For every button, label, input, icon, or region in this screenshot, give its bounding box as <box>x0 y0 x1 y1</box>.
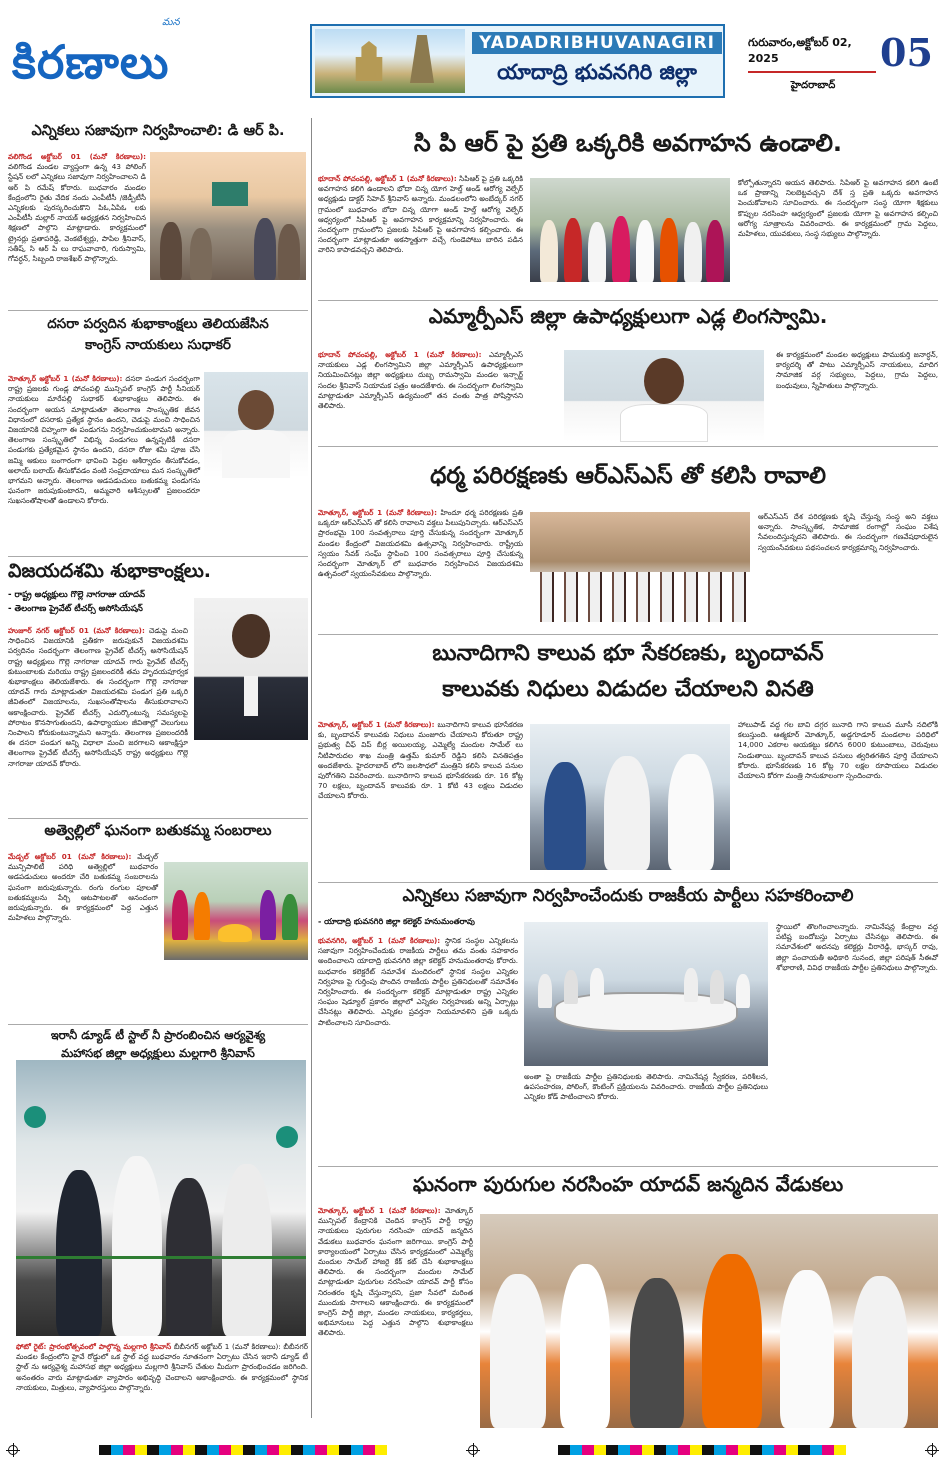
color-swatch <box>666 1445 678 1455</box>
color-swatch <box>327 1445 339 1455</box>
color-swatch <box>606 1445 618 1455</box>
section-rule <box>8 310 308 311</box>
color-swatch <box>315 1445 327 1455</box>
color-swatch <box>714 1445 726 1455</box>
headline: విజయదశమి శుభాకాంక్షలు. <box>8 560 212 582</box>
headline-line-1: ఇరానీ డ్యూడ్ టీ స్టాల్ నీ ప్రారంబించిన ఆర్యవైశ్య <box>50 1028 266 1042</box>
article-body-left <box>318 720 523 876</box>
color-swatch <box>339 1445 351 1455</box>
color-swatch <box>111 1445 123 1455</box>
article-birthday-celebrations <box>318 1172 938 1432</box>
registration-mark-icon <box>8 1445 18 1455</box>
newspaper-logo <box>12 17 274 102</box>
article-rss-dharma <box>318 462 938 632</box>
color-swatch <box>219 1445 231 1455</box>
cpr-group-photo <box>530 178 730 282</box>
color-swatch <box>642 1445 654 1455</box>
headline: ధర్మ పరిరక్షణకు ఆర్ఎస్ఎస్ తో కలిసి రావాలి <box>430 463 826 489</box>
body-text: బునాదిగాని కాలువ భూసేకరణ కు, బృందావన్ కాలువకు నిధులు మంజూరు చేయాలని కోరుతూ రాష్ట్ర ప్రభుత్వ చీఫ్ విప్ బీర్ల అయిలయ్య, ఎమ్మెల్యే మందుల సామేల్ లు నీటిపారుదల శాఖ మంత్రి ఉత్తమ్ కుమార్ రెడ్డిని కలిసి వినతిపత్రం అందజేశారు. హైదరాబాద్ లోని జలసౌధలో మంత్రిని కలిసి కాలువ పనుల పురోగతిని వివరించారు. బునాదిగాని కాలువ భూసేకరణకు రూ. 16 కోట్ల 70 లక్షలు, బృందావన్ కాలువకు రూ. 1 కోటి 43 లక్షలు విడుదల చేయాలని కోరారు. <box>318 720 524 801</box>
color-swatches-right <box>558 1445 846 1455</box>
subheading-2: - తెలంగాణ ప్రైవేట్ టీచర్స్ అసోసియేషన్ <box>8 603 143 614</box>
article-body-right: హాలుపాడ్ వద్ద గల బావి దగ్గర బునాది గాని కాలువ మూసీ నదిలోకి కలుస్తుంది. ఆత్మకూర్ మోత్కూర్, అడ్డగూడూర్ మండలాల పరిధిలో 14,000 ఎకరాల ఆయకట్టు కలిగిన 6000 కుటుంబాలు, చెరువులు నిండుతాయి. బృందావన్ కాలువ పనులు త్వరితగతిన పూర్తి చేయాలని కోరారు. భూసేకరణకు 16 కోట్ల 70 లక్షల రూపాయలు విడుదల చేయాలని కోరగా మంత్రి సానుకూలంగా స్పందించారు. <box>738 720 938 781</box>
color-swatch <box>786 1445 798 1455</box>
article-cpr-awareness <box>318 128 938 304</box>
section-rule <box>318 1166 938 1167</box>
headline-line-2: మహాసభ జిల్లా అధ్యక్షులు మల్లగారి శ్రీనివాస్ <box>61 1046 255 1061</box>
color-swatch <box>690 1445 702 1455</box>
temple-photo <box>315 29 465 93</box>
article-body-right: కోల్పోతున్నారని ఆయన తెలిపారు. సిపిఆర్ పై అవగాహన కలిగి ఉంటే ఒక ప్రాణాన్ని నిలబెట్టవచ్చని దేశ్ స్త ప్రతి ఒక్కరు అవగాహన పెంచుకోవాలని సూచించారు. ఈ సందర్భంగా సంస్థ యోగా శిక్షకులు కొప్పుల నరసింహ ఆధ్వర్యంలో ప్రజలకు యోగా పై అవగాహన కల్పించి ఆరోగ్య సూత్రాలను వివరించారు. ఈ కార్యక్రమంలో గ్రామ పెద్దలు, మహిళలు, యువకులు, సంస్థ సభ్యులు పాల్గొన్నారు. <box>738 178 938 239</box>
article-tea-stall-opening <box>8 1028 308 1428</box>
color-swatch <box>351 1445 363 1455</box>
rss-gathering-photo <box>530 512 750 622</box>
issue-date: గురువారం,అక్టోబర్ 02, 2025 <box>748 36 852 65</box>
photo-caption: ఫోటో రైట్: ప్రారంభోత్సవంలో పాల్గొన్న మల్లగారి శ్రీనివాస్ <box>16 1342 172 1351</box>
section-rule <box>8 818 308 819</box>
section-rule <box>318 634 938 635</box>
dateline: భూదాన్ పోచంపల్లి, అక్టోబర్ 1 (మనో కిరణాలు): <box>318 350 482 359</box>
date-divider <box>748 71 876 73</box>
color-swatch <box>810 1445 822 1455</box>
body-text: సిపిఆర్ పై ప్రతి ఒక్కరికి అవగాహన కలిగి ఉండాలని భోదా చిన్న యోగ హెల్త్ అండ్ ఆరోగ్య వెల్ఫేర్ అధ్యక్షుడు డాక్టర్ సిహెచ్ శ్రీనివాస్ అన్నారు. మండలంలోని అంబేద్కర్ నగర్ గ్రామంలో బుధవారం బోదా చిన్న యోగా అండ్ హెల్త్ ఆరోగ్య వెల్ఫేర్ ఆధ్వర్యంలో సిపిఆర్ పై అవగాహన కార్యక్రమాన్ని నిర్వహించారు. ఈ సందర్భంగా గ్రామంలోని ప్రజలకు సిపిఆర్ పై అవగాహన కల్పించారు. ఈ సందర్భంగా మాట్లాడుతూ అకస్మాత్తుగా వచ్చే గుండెపోటు బారిన పడిన వారిని కాపాడవచ్చని తెలిపారు. <box>318 174 523 255</box>
training-photo <box>150 152 306 280</box>
color-swatch <box>762 1445 774 1455</box>
dateline: మోత్కూర్ అక్టోబర్ 1 (మనో కిరణాలు): <box>8 374 123 383</box>
color-swatch <box>630 1445 642 1455</box>
color-swatch <box>159 1445 171 1455</box>
article-dasara-greetings <box>8 316 308 556</box>
article-body-right: ఆర్ఎస్ఎస్ దేశ పరిరక్షణకు కృషి చేస్తున్న సంస్థ అని వక్తలు అన్నారు. సాంస్కృతిక, సామాజిక రంగాల్లో సంఘం విశేష సేవలందిస్తున్నదని తెలిపారు. ఈ సందర్భంగా గణవేషధారులైన స్వయంసేవకులు పథసంచలన కార్యక్రమాన్ని నిర్వహించారు. <box>758 512 938 552</box>
body-text: స్థానిక సంస్థల ఎన్నికలను సజావుగా నిర్వహించేందుకు రాజకీయ పార్టీలు తమ వంతు సహకారం అందించాలని యాదాద్రి భువనగిరి జిల్లా కలెక్టర్ హనుమంతరావు కోరారు. బుధవారం కలెక్టరేట్ సమావేశ మందిరంలో స్థానిక సంస్థల ఎన్నికల నిర్వహణ పై గుర్తింపు పొందిన రాజకీయ పార్టీల ప్రతినిధులతో సమావేశం నిర్వహించారు. ఈ సందర్భంగా కలెక్టర్ మాట్లాడుతూ రాష్ట్ర ఎన్నికల సంఘం షెడ్యూల్ ప్రకారం జిల్లాలో ఎన్నికల నిర్వహణకు అన్ని ఏర్పాట్లు చేసినట్లు తెలిపారు. ఎన్నికల ప్రవర్తనా నియమావళిని ప్రతి ఒక్కరు పాటించాలని సూచించారు. <box>318 936 518 1027</box>
color-swatch <box>147 1445 159 1455</box>
section-rule <box>318 882 938 883</box>
article-body <box>8 852 158 964</box>
color-swatch <box>558 1445 570 1455</box>
dateline: మోత్కూర్, అక్టోబర్ 1 (మనో కిరణాలు): <box>318 1206 441 1215</box>
section-rule <box>318 300 938 301</box>
article-election-cooperation <box>318 886 938 1160</box>
dateline-box <box>748 36 878 98</box>
color-swatch <box>195 1445 207 1455</box>
color-swatch <box>303 1445 315 1455</box>
body-text: హిందూ ధర్మ పరిరక్షణకు ప్రతి ఒక్కరూ ఆర్ఎస్ఎస్ తో కలిసి రావాలని వక్తలు పిలుపునిచ్చారు. ఆర్ఎస్ఎస్ ప్రారంభమై 100 సంవత్సరాలు పూర్తి చేసుకున్న సందర్భంగా మోత్కూర్ మండల కేంద్రంలో విజయదశమి ఉత్సవాన్ని నిర్వహించారు. రాష్ట్రీయ స్వయం సేవక్ సంఘ్ స్థాపించి 100 సంవత్సరాలు పూర్తి చేసుకున్న సందర్భంగా మోత్కూర్ లో బుధవారం నిర్వహించిన విజయదశమి ఉత్సవంలో స్వయంసేవకులు పాల్గొన్నారు. <box>318 508 523 579</box>
body-text: బీబీనగర్ అక్టోబర్ 1 (మనో కిరణాలు): బీబీనగర్ మండల కేంద్రంలోని హైవే రోడ్డులో ఒక స్టాల్ వద్ద బుధవారం నూతనంగా ఏర్పాటు చేసిన ఇరానీ డ్యూడ్ టీ స్టాల్ ను ఆర్యవైశ్య మహాసభ జిల్లా అధ్యక్షులు మల్లగారి శ్రీనివాస్ చేతుల మీదుగా ప్రారంభించడం జరిగింది. అనంతరం వారు మాట్లాడుతూ వ్యాపారం అభివృద్ధి చెందాలని ఆకాంక్షించారు. ఈ కార్యక్రమంలో స్థానిక నాయకులు, మిత్రులు, వ్యాపారస్తులు పాల్గొన్నారు. <box>16 1342 308 1392</box>
headline-line-1: దసరా పర్వదిన శుభాకాంక్షలు తెలియజేసిన <box>47 316 269 332</box>
section-rule <box>318 446 938 447</box>
article-bathukamma <box>8 822 308 1018</box>
article-body <box>8 152 146 300</box>
article-body-right: ఈ కార్యక్రమంలో మండల అధ్యక్షులు పాముకుర్తి జనార్ధన్, కార్యదర్శి తో పాటు ఎమ్మార్పీఎస్ నాయకులు, మాదిగ సామాజిక వర్గ సభ్యులు, పెద్దలు, గ్రామ పెద్దలు, బంధువులు, స్నేహితులు పాల్గొన్నారు. <box>776 350 938 390</box>
dateline: హుజూర్ నగర్ అక్టోబర్ 01 (మనో కిరణాలు): <box>8 626 145 635</box>
logo-text: కిరణాలు <box>12 35 170 89</box>
color-swatch <box>570 1445 582 1455</box>
article-body-middle: అంతా పై రాజకీయ పార్టీల ప్రతినిధులకు తెలిపారు. నామినేషన్ల స్వీకరణ, పరిశీలన, ఉపసంహరణ, పోలింగ్, కౌంటింగ్ ప్రక్రియలను వివరించారు. రాజకీయ పార్టీల ప్రతినిధులు ఎన్నికల కోడ్ పాటించాలని కోరారు. <box>524 1072 768 1102</box>
article-body-left <box>318 174 523 304</box>
district-banner <box>310 24 725 98</box>
dateline: మేడ్చల్ అక్టోబర్ 01 (మనో కిరణాలు): <box>8 852 132 861</box>
headline: ఎన్నికలు సజావుగా నిర్వహించాలి: డి ఆర్ పి. <box>31 123 285 139</box>
color-swatch <box>582 1445 594 1455</box>
temple-icon <box>350 41 388 81</box>
registration-mark-icon <box>468 1445 478 1455</box>
tower-icon <box>410 35 434 83</box>
article-body <box>8 374 200 506</box>
headline-line-2: కాంగ్రెస్ నాయకులు సుధాకర్ <box>85 336 231 353</box>
body-text: దసరా పండుగ సందర్భంగా రాష్ట్ర ప్రజలకు గుండ్ల పోచంపల్లి మున్సిపల్ కాంగ్రెస్ పార్టీ సీనియర్ నాయకులు మారేపల్లి సుధాకర్ శుభాకాంక్షలు తెలిపారు. ఈ సందర్భంగా ఆయన మాట్లాడుతూ తెలంగాణ సాంస్కృతిక జీవన విధానంలో దసరాకు ప్రత్యేక స్థానం ఉందని, చెడుపై మంచి సాధించిన విజయానికి చిహ్నంగా ఈ పండుగను నిర్వహించుకుంటామని అన్నారు. తెలంగాణ సంస్కృతిలో విభిన్న పండుగలు ఉన్నప్పటికీ దసరా పండుగకు ప్రత్యేకమైన స్థానం ఉందని, దసరా రోజు శమీ పూజ చేసి జమ్మి ఆకులు బంగారంగా భావించి పెద్దల ఆశీర్వాదం తీసుకోవడం, అలాయ్ బలాయ్ తీసుకోవడం వంటి సంప్రదాయాలు మన సంస్కృతిలో భాగమని అన్నారు. తెలంగాణ ఆడపడుచులు బతుకమ్మ పండుగను ఘనంగా జరుపుకుంటారని, అమ్మవారి ఆశీస్సులతో ప్రజలందరూ సుఖసంతోషాలతో ఉండాలని కోరారు. <box>8 374 200 506</box>
bathukamma-photo <box>164 862 308 960</box>
collector-meeting-photo <box>524 922 768 1066</box>
headline-line-2: కాలువకు నిధులు విడుదల చేయాలని వినతి <box>442 676 814 702</box>
headline: ఎమ్మార్పీఎస్ జిల్లా ఉపాధ్యక్షులుగా ఎడ్ల లింగస్వామి. <box>428 304 828 328</box>
portrait-nagaraju <box>194 598 308 740</box>
registration-mark-icon <box>927 1445 937 1455</box>
color-swatch <box>702 1445 714 1455</box>
color-swatch <box>291 1445 303 1455</box>
section-rule <box>8 556 308 557</box>
headline: ఘనంగా పురుగుల నరసింహ యాదవ్ జన్మదిన వేడుకలు <box>412 1172 844 1196</box>
logo-tagline: మన <box>162 17 180 28</box>
headline: అత్వెల్లిలో ఘనంగా బతుకమ్మ సంబరాలు <box>44 823 272 839</box>
color-swatch <box>594 1445 606 1455</box>
tea-stall-opening-photo <box>16 1060 306 1336</box>
body-text: వలిగొండ మండల వ్యాప్తంగా ఉన్న 43 పోలింగ్ స్టేషన్ లలో ఎన్నికలు సజావుగా నిర్వహించాలని డి ఆర్ పి రమేష్ కోరారు. బుధవారం మండల కేంద్రంలోని రైతు వేదిక నందు ఎంపీటీసీ /జెడ్పీటీసీ ఎన్నికలకు పురస్కరించుకొని పిఓ,ఏపిఓ లకు ఎంపీటీసీ మల్లార్ నాయక్ అధ్యక్షతన నిర్వహించిన శిక్షణలో పాల్గొని మాట్లాడారు. కార్యక్రమంలో ట్రైనర్లు ప్రతాపరెడ్డి, వెంకటేశ్వర్లు, పాపిల శ్రీనివాస్, సతీష్, సి ఆర్ పి లు రాఘవాచారి, గురుస్వామి, గోవర్ధన్, సిబ్బంది రాజశేఖర్ పాల్గొన్నారు. <box>8 162 146 264</box>
dateline: మోత్కూర్, అక్టోబర్ 1 (మనో కిరణాలు): <box>318 720 435 729</box>
dateline: భువనగిరి, అక్టోబర్ 1 (మనో కిరణాలు): <box>318 936 441 945</box>
article-body-left <box>318 350 523 442</box>
color-swatch <box>171 1445 183 1455</box>
color-swatch <box>834 1445 846 1455</box>
color-swatch <box>678 1445 690 1455</box>
article-mrps-appointment <box>318 302 938 442</box>
article-vijayadashami <box>8 560 308 820</box>
color-swatch <box>618 1445 630 1455</box>
print-color-bar <box>0 1440 945 1460</box>
portrait-lingaswamy <box>564 350 764 442</box>
canal-meeting-photo <box>530 724 730 870</box>
color-swatch <box>654 1445 666 1455</box>
color-swatch <box>183 1445 195 1455</box>
color-swatch <box>123 1445 135 1455</box>
page-number: 05 <box>880 30 933 75</box>
section-rule <box>8 1024 308 1025</box>
masthead <box>0 0 945 108</box>
banner-telugu-title: యాదాద్రి భువనగిరి జిల్లా <box>497 60 697 84</box>
article-body <box>8 626 188 768</box>
subheading-1: - రాష్ట్ర అధ్యక్షులు గొల్లె నాగరాజు యాదవ్ <box>8 589 145 600</box>
color-swatch <box>231 1445 243 1455</box>
color-swatch <box>750 1445 762 1455</box>
body-text: చెడుపై మంచి సాధించిన విజయానికి ప్రతీకగా జరుపుకునే విజయదశమి పర్వదినం సందర్భంగా తెలంగాణ ప్రైవేట్ టీచర్స్ అసోసియేషన్ రాష్ట్ర అధ్యక్షులు గొల్లె నాగరాజు యాదవ్ గారు ప్రైవేట్ టీచర్స్ కుటుంబాలకు మరియు రాష్ట్ర ప్రజలందరికీ తమ హృదయపూర్వక శుభాకాంక్షలు తెలియజేశారు. ఈ సందర్భంగా గొల్లె నాగరాజు యాదవ్ గారు మాట్లాడుతూ విజయదశమి పండుగ ప్రతి ఒక్కరి జీవితంలో విజయాలను, సుఖసంతోషాలను తీసుకురావాలని ఆకాంక్షించారు. ప్రైవేట్ టీచర్స్ ఎదుర్కొంటున్న సమస్యలపై పోరాటం కొనసాగుతుందని, ఉపాధ్యాయుల జీవితాల్లో వెలుగులు నింపాలని కోరుకుంటున్నామని అన్నారు. తెలంగాణ ప్రజలందరికీ ఈ దసరా పండుగ అన్ని విధాలా మంచి జరగాలని ఆకాంక్షిస్తూ తెలంగాణ ప్రైవేట్ టీచర్స్ అసోసియేషన్ రాష్ట్ర అధ్యక్షులు గొల్లె నాగరాజు యాదవ్ కోరారు. <box>8 626 188 768</box>
article-canal-funds <box>318 640 938 880</box>
color-swatch <box>135 1445 147 1455</box>
portrait-sudhakar <box>204 372 308 478</box>
body-text: మేడ్చల్ మున్సిపాలిటీ పరిధి అత్వెల్లిలో బుధవారం ఆడపడుచులు అందరూ చేరి బతుకమ్మ సంబరాలను ఘనంగా జరుపుకున్నారు. రంగు రంగుల పూలతో బతుకమ్మలను పేర్చి ఆటపాటలతో ఆనందంగా జరుపుకున్నారు. ఈ కార్యక్రమంలో పెద్ద ఎత్తున మహిళలు పాల్గొన్నారు. <box>8 852 158 923</box>
color-swatch <box>207 1445 219 1455</box>
article-body-left <box>318 936 518 1156</box>
color-swatch <box>738 1445 750 1455</box>
body-text: మోత్కూర్ మున్సిపల్ కేంద్రానికి చెందిన కాంగ్రెస్ పార్టీ రాష్ట్ర నాయకులు పురుగుల నరసింహ యాదవ్ జన్మదిన వేడుకలు బుధవారం ఘనంగా జరిగాయి. కాంగ్రెస్ పార్టీ కార్యాలయంలో ఏర్పాటు చేసిన కార్యక్రమంలో ఎమ్మెల్యే మందుల సామేల్ హాజరై కేక్ కట్ చేసి శుభాకాంక్షలు తెలిపారు. ఈ సందర్భంగా మందుల సామేల్ మాట్లాడుతూ పురుగుల నరసింహ యాదవ్ పార్టీ కోసం నిరంతరం కృషి చేస్తున్నారని, ప్రజా సేవలో మరింత ముందుకు సాగాలని ఆకాంక్షించారు. ఈ కార్యక్రమంలో కాంగ్రెస్ పార్టీ జిల్లా, మండల నాయకులు, కార్యకర్తలు, అభిమానులు పెద్ద ఎత్తున పాల్గొని శుభాకాంక్షలు తెలిపారు. <box>318 1206 473 1338</box>
color-swatch <box>726 1445 738 1455</box>
color-swatch <box>279 1445 291 1455</box>
body-text: ఎమ్మార్పీఎస్ నాయకులు ఎడ్ల లింగస్వామిని జిల్లా ఎమ్మార్పీఎస్ ఉపాధ్యక్షులుగా నియమించినట్లు జిల్లా అధ్యక్షులు దుబ్బ రామస్వామి మండల ఇన్చార్జ్ సందల శ్రీనివాస్ నియామక పత్రం అందజేశారు. ఈ సందర్భంగా లింగస్వామి మాట్లాడుతూ ఎమ్మార్పీఎస్ ఉద్యమంలో తన వంతు పాత్ర పోషిస్తానని తెలిపారు. <box>318 350 523 411</box>
color-swatch <box>375 1445 387 1455</box>
article-body <box>318 1206 473 1426</box>
color-swatch <box>363 1445 375 1455</box>
dateline: వలిగొండ అక్టోబర్ 01 (మనో కిరణాలు): <box>8 152 146 161</box>
subheading: - యాదాద్రి భువనగిరి జిల్లా కలెక్టర్ హనుమంతరావు <box>318 917 475 927</box>
color-swatch <box>798 1445 810 1455</box>
article-body-right: స్థాయిలో తొలగించాలన్నారు. నామినేషన్ల కేంద్రాల వద్ద పటిష్ట బందోబస్తు ఏర్పాటు చేసినట్లు తెలిపారు. ఈ సమావేశంలో అదనపు కలెక్టర్లు వీరారెడ్డి, భాస్కర్ రావు, జిల్లా పంచాయతీ అధికారి సునంద, జిల్లా పరిషత్ సీఈవో శోభారాణి, వివిధ రాజకీయ పార్టీల ప్రతినిధులు పాల్గొన్నారు. <box>776 922 938 972</box>
headline: ఎన్నికలు సజావుగా నిర్వహించేందుకు రాజకీయ పార్టీలు సహకరించాలి <box>402 886 854 906</box>
column-divider <box>311 118 312 1418</box>
color-swatch <box>267 1445 279 1455</box>
color-swatch <box>243 1445 255 1455</box>
article-election-training <box>8 122 308 322</box>
color-swatch <box>774 1445 786 1455</box>
color-swatch <box>822 1445 834 1455</box>
birthday-celebration-photo <box>480 1214 938 1428</box>
headline-line-1: బునాదిగాని కాలువ భూ సేకరణకు, బృందావన్ <box>432 641 824 666</box>
color-swatch <box>255 1445 267 1455</box>
color-swatch <box>99 1445 111 1455</box>
article-body-left <box>318 508 523 632</box>
issue-city: హైదరాబాద్ <box>790 80 836 91</box>
article-body <box>16 1342 308 1424</box>
dateline: భూదాన్ పోచంపల్లి, అక్టోబర్ 1 (మనో కిరణాలు): <box>318 174 457 183</box>
banner-english-title: YADADRIBHUVANAGIRI <box>472 32 722 54</box>
headline: సి పి ఆర్ పై ప్రతి ఒక్కరికి అవగాహన ఉండాలి. <box>413 129 843 157</box>
color-swatches-left <box>99 1445 387 1455</box>
dateline: మోత్కూర్, అక్టోబర్ 1 (మనో కిరణాలు): <box>318 508 437 517</box>
